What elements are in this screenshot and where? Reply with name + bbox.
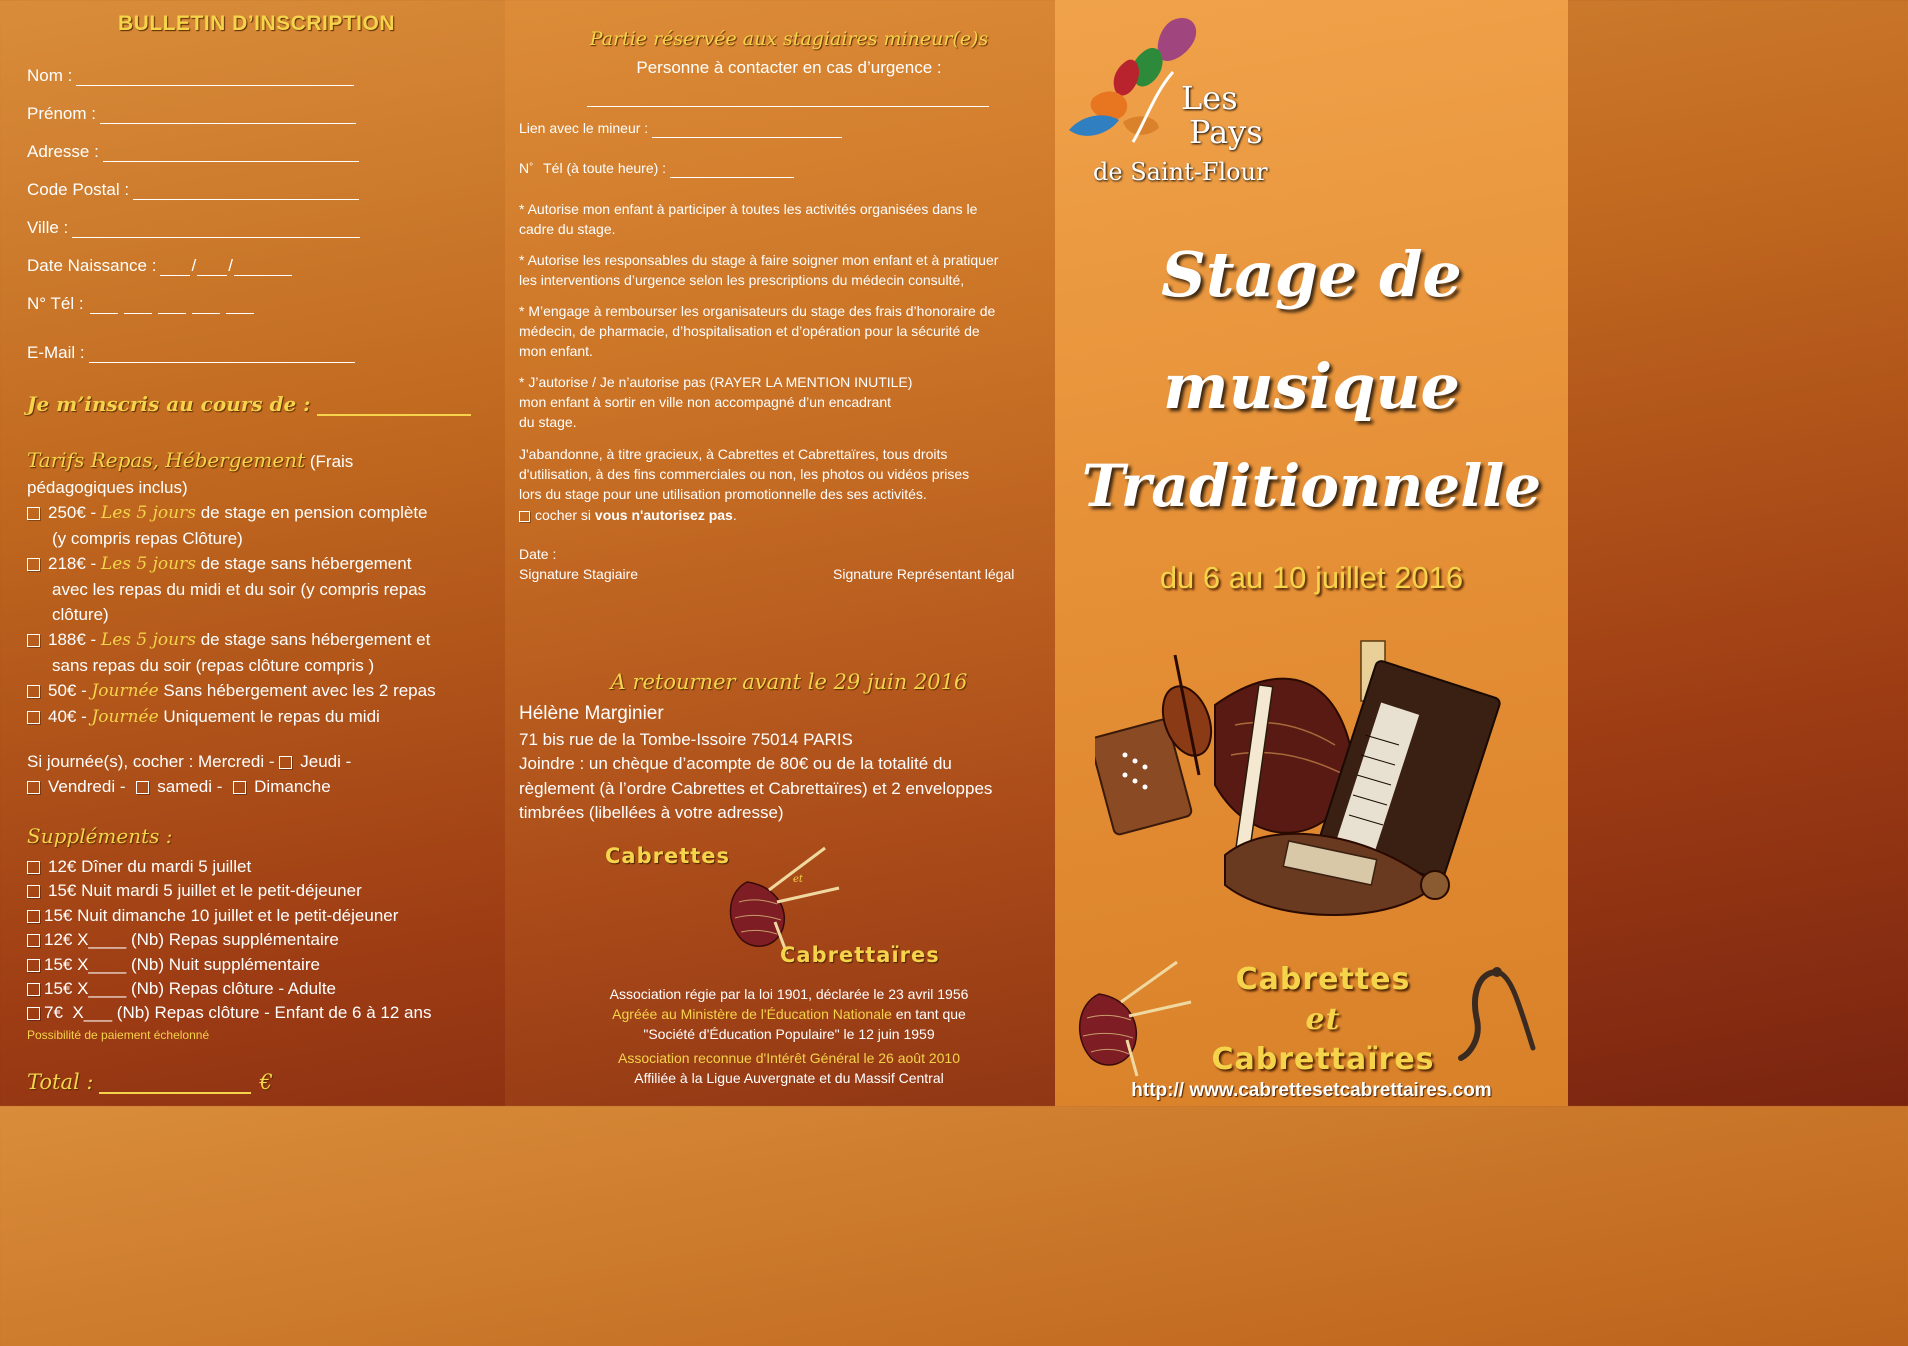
cover-panel — [1055, 0, 1568, 1106]
checkbox-dimanche[interactable] — [233, 781, 246, 794]
tarif-option-188[interactable]: 188€ - Les 5 jours de stage sans hébergement et — [27, 628, 430, 652]
registration-panel — [0, 0, 505, 1106]
event-dates: du 6 au 10 juillet 2016 — [1159, 560, 1464, 595]
field-date-naissance[interactable]: Date Naissance : / / — [27, 256, 292, 276]
hurdy-gurdy-crank-icon — [1457, 964, 1537, 1064]
checkbox[interactable] — [27, 685, 40, 698]
tarif-option-188-cont: sans repas du soir (repas clôture compris ) — [52, 656, 375, 675]
tel-line[interactable] — [670, 164, 794, 178]
logo-les: Les — [1181, 79, 1238, 117]
minor-panel — [505, 0, 1055, 1106]
field-ville[interactable]: Ville : — [27, 218, 360, 238]
tarifs-note: pédagogiques inclus) — [27, 478, 188, 497]
pays-saint-flour-logo — [1063, 12, 1313, 192]
field-line[interactable] — [76, 71, 354, 86]
autorisation-1: * Autorise mon enfant à participer à toutes les activités organisées dans le cadre du stage. — [519, 201, 978, 237]
supplement-item[interactable]: 15€ Nuit mardi 5 juillet et le petit-déjeuner — [27, 879, 362, 903]
bottom-logo-text: Cabrettes et Cabrettaïres — [1211, 962, 1435, 1077]
field-line[interactable] — [133, 185, 359, 200]
field-prenom[interactable]: Prénom : — [27, 104, 356, 124]
association-info: Association régie par la loi 1901, déclarée le 23 avril 1956 Agréée au Ministère de l'Éducation Nationale en tant que "Société d'Éducation Populaire" le 12 juin 1959 Association reconnue d'Intérêt Général le 26 août 2010 Affiliée à la Ligue Auvergnate et du Massif Central — [609, 986, 969, 1086]
joindre-text: Joindre : un chèque d’acompte de 80€ ou de la totalité du règlement (à l’ordre Cabrettes et Cabrettaïres) et 2 enveloppes timbrées (libellées à votre adresse) — [519, 754, 993, 822]
tarif-option-218-cont: clôture) — [52, 605, 109, 624]
retour-title: A retourner avant le 29 juin 2016 — [610, 670, 968, 694]
field-line[interactable] — [89, 348, 355, 363]
tarif-option-40[interactable]: 40€ - Journée Uniquement le repas du midi — [27, 705, 380, 729]
cabrettes-bottom-logo — [1065, 958, 1565, 1078]
checkbox-vendredi[interactable] — [27, 781, 40, 794]
checkbox-image-rights[interactable] — [519, 511, 530, 522]
minor-title: Partie réservée aux stagiaires mineur(e)s — [589, 28, 989, 50]
supplement-item[interactable]: 12€ Dîner du mardi 5 juillet — [27, 855, 251, 879]
lien-row[interactable]: Lien avec le mineur : — [519, 118, 842, 138]
checkbox[interactable] — [27, 910, 40, 923]
field-line[interactable] — [103, 147, 359, 162]
supplement-item[interactable]: 12€ X____ (Nb) Repas supplémentaire — [27, 928, 339, 952]
bagpipe-icon — [1065, 958, 1195, 1078]
title-line-3: Traditionnelle — [1081, 452, 1542, 520]
logo-et: et — [793, 874, 803, 885]
checkbox[interactable] — [27, 983, 40, 996]
autorisation-2: * Autorise les responsables du stage à faire soigner mon enfant et à pratiquer les interventions d’urgence selon les prescriptions du médecin consulté, — [519, 252, 999, 288]
checkbox[interactable] — [27, 558, 40, 571]
signature-stagiaire: Signature Stagiaire — [519, 566, 639, 582]
autorisation-4: * J’autorise / Je n’autorise pas (RAYER LA MENTION INUTILE) mon enfant à sortir en ville non accompagné d’un encadrant du stage. — [519, 374, 913, 430]
supplement-item[interactable]: 15€ X____ (Nb) Repas clôture - Adulte — [27, 977, 336, 1001]
journee-row-1: Si journée(s), cocher : Mercredi - Jeudi - — [27, 752, 352, 771]
field-line[interactable] — [100, 109, 356, 124]
signature-representant: Signature Représentant légal — [833, 566, 1015, 582]
supplement-item[interactable]: 7€ X___ (Nb) Repas clôture - Enfant de 6 à 12 ans — [27, 1001, 431, 1025]
field-line[interactable] — [197, 261, 227, 276]
cours-row[interactable]: Je m’inscris au cours de : — [27, 392, 471, 416]
checkbox[interactable] — [27, 711, 40, 724]
cabrettes-logo: Cabrettes et Cabrettaïres — [605, 844, 940, 967]
checkbox[interactable] — [27, 885, 40, 898]
supplement-item[interactable]: 15€ Nuit dimanche 10 juillet et le petit-déjeuner — [27, 904, 398, 928]
field-adresse[interactable]: Adresse : — [27, 142, 359, 162]
tarif-option-250-cont: (y compris repas Clôture) — [52, 529, 243, 548]
supplement-item[interactable]: 15€ X____ (Nb) Nuit supplémentaire — [27, 953, 320, 977]
date-label: Date : — [519, 546, 557, 562]
journee-row-2: Vendredi - samedi - Dimanche — [27, 775, 331, 799]
instruments-illustration — [1095, 635, 1515, 935]
logo-pays: Pays — [1189, 113, 1263, 151]
tarif-option-50[interactable]: 50€ - Journée Sans hébergement avec les 2 repas — [27, 679, 436, 703]
tel-row[interactable]: N ° Tél (à toute heure) : — [519, 158, 794, 178]
tarif-option-218-cont: avec les repas du midi et du soir (y compris repas — [52, 580, 427, 599]
checkbox[interactable] — [27, 861, 40, 874]
contact-name: Hélène Marginier — [519, 703, 664, 724]
checkbox[interactable] — [27, 934, 40, 947]
cours-line[interactable] — [317, 398, 471, 416]
checkbox[interactable] — [27, 1007, 40, 1020]
field-line[interactable] — [234, 261, 292, 276]
checkbox-samedi[interactable] — [136, 781, 149, 794]
field-tel[interactable]: N° Tél : — [27, 294, 254, 314]
tarif-option-218[interactable]: 218€ - Les 5 jours de stage sans hébergement — [27, 552, 411, 576]
field-line[interactable] — [160, 261, 190, 276]
total-row[interactable]: Total : € — [27, 1070, 273, 1094]
field-email[interactable]: E-Mail : — [27, 343, 355, 363]
lien-line[interactable] — [652, 124, 842, 138]
website-link[interactable]: http:// www.cabrettesetcabrettaires.com — [1131, 1080, 1492, 1101]
checkbox[interactable] — [27, 507, 40, 520]
checkbox[interactable] — [27, 959, 40, 972]
bulletin-title: BULLETIN D’INSCRIPTION — [118, 12, 395, 35]
total-line[interactable] — [99, 1076, 251, 1094]
title-line-1: Stage de — [1161, 238, 1462, 311]
logo-saint-flour: de Saint-Flour — [1093, 158, 1268, 186]
field-code-postal[interactable]: Code Postal : — [27, 180, 359, 200]
cocher-row[interactable]: cocher si vous n'autorisez pas. — [519, 505, 737, 525]
autorisation-3: * M’engage à rembourser les organisateurs du stage des frais d’honoraire de médecin, de pharmacie, d’hospitalisation et d’opération pour la sécurité de mon enfant. — [519, 303, 996, 359]
supplements-heading: Suppléments : — [27, 824, 173, 848]
field-nom[interactable]: Nom : — [27, 66, 354, 86]
image-rights: J'abandonne, à titre gracieux, à Cabrettes et Cabrettaïres, tous droits d'utilisation, à des fins commerciales ou non, les photos ou vidéos prises lors du stage pour une utilisation promotionnelle des ses activités. — [519, 446, 970, 502]
bagpipe-icon — [717, 842, 847, 954]
title-line-2: musique — [1162, 350, 1460, 423]
field-line[interactable] — [72, 223, 360, 238]
contact-address: 71 bis rue de la Tombe-Issoire 75014 PARIS — [519, 730, 853, 749]
tarif-option-250[interactable]: 250€ - Les 5 jours de stage en pension complète — [27, 501, 428, 525]
urgence-label: Personne à contacter en cas d’urgence : — [636, 58, 942, 77]
checkbox[interactable] — [27, 634, 40, 647]
urgence-line[interactable] — [587, 106, 989, 107]
payment-note: Possibilité de paiement échelonné — [27, 1028, 210, 1042]
tarifs-heading: Tarifs Repas, Hébergement (Frais — [27, 448, 354, 472]
checkbox-jeudi[interactable] — [279, 756, 292, 769]
